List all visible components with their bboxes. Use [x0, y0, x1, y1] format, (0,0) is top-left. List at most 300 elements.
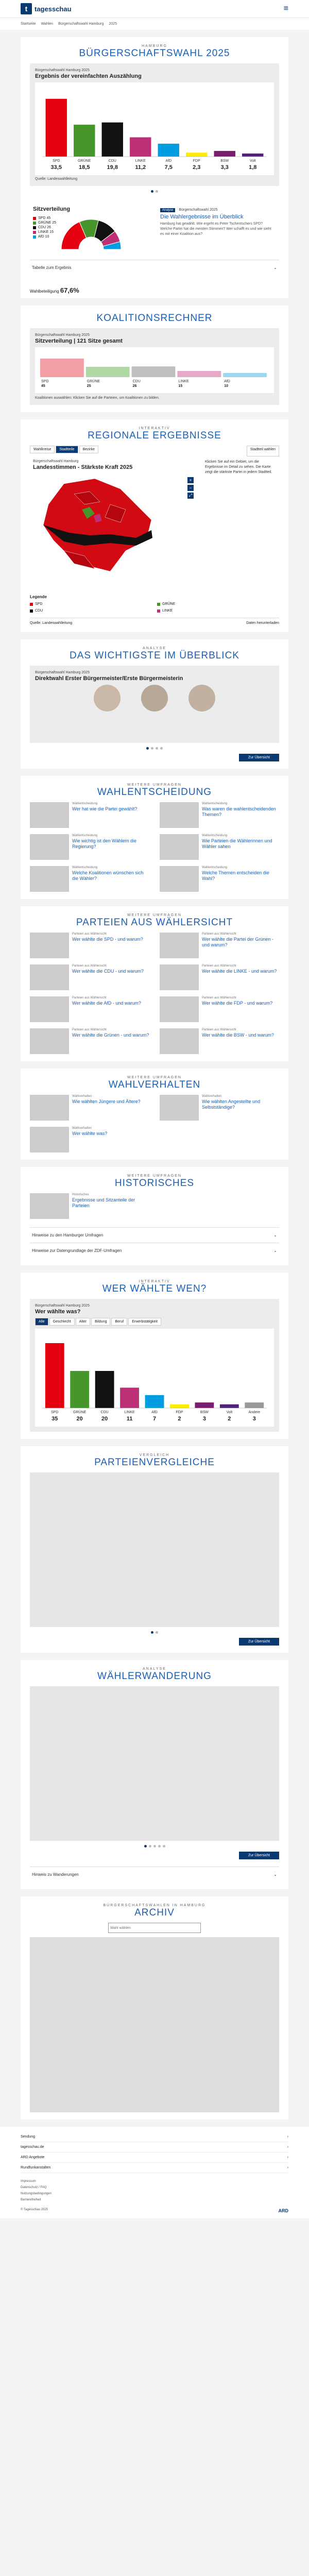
legend-item — [30, 602, 152, 606]
teaser-image — [30, 802, 69, 828]
result-card — [30, 63, 279, 186]
info-kicker: Bürgerschaftswahl 2025 — [179, 208, 218, 212]
parties-grid — [30, 933, 279, 1054]
legend-swatch — [33, 222, 36, 225]
data-label: 33,5 — [50, 164, 62, 171]
data-label: 7,5 — [164, 164, 173, 171]
legend-swatch — [33, 217, 36, 220]
teaser-kicker: Wahlentscheidung — [202, 802, 228, 805]
teaser-image — [30, 866, 69, 892]
teaser-kicker: Parteien aus Wählersicht — [72, 964, 107, 968]
teaser-image — [160, 802, 199, 828]
overview-section — [21, 639, 288, 769]
teaser[interactable] — [160, 1028, 279, 1054]
footer-row-label: Sendung — [21, 2135, 36, 2139]
section-kicker: INTERAKTIV — [139, 1280, 170, 1283]
tick-label: LINKE — [135, 159, 146, 163]
coalition-section — [21, 306, 288, 412]
coalition-bar[interactable] — [40, 359, 84, 377]
coalition-bar[interactable] — [132, 366, 176, 377]
teaser-kicker: Wahlverhalten — [72, 1127, 92, 1130]
hamburg-map[interactable] — [33, 473, 162, 577]
legend-swatch — [30, 603, 33, 606]
logo-text: tagesschau — [35, 5, 72, 13]
teaser-image — [160, 996, 199, 1022]
download-link[interactable]: Daten herunterladen — [246, 621, 279, 625]
data-label: 20 — [76, 1416, 83, 1422]
teaser-title[interactable]: Wer wählte die BSW - und warum? — [202, 1032, 274, 1038]
teaser[interactable] — [160, 802, 279, 828]
map-legend — [30, 601, 279, 614]
legend-item — [30, 609, 152, 613]
bar — [220, 1404, 239, 1408]
notes-accordion[interactable] — [30, 1227, 279, 1243]
data-label: 35 — [52, 1416, 58, 1422]
zoom-out-icon[interactable]: − — [187, 485, 194, 491]
result-section — [21, 37, 288, 282]
chevron-down-icon: ⌄ — [273, 1233, 277, 1238]
who-voted-card — [30, 1299, 279, 1432]
candidate-photo — [94, 685, 121, 711]
footer-row-label: Rundfunkanstalten — [21, 2166, 51, 2170]
turnout-value: 67,6% — [60, 286, 79, 294]
legend-swatch — [33, 231, 36, 234]
section-title: HISTORISCHES — [114, 1178, 195, 1189]
bar — [186, 152, 207, 157]
tick-label: Andere — [248, 1411, 261, 1414]
carousel-dots[interactable] — [30, 743, 279, 754]
coalition-bar[interactable] — [177, 371, 221, 377]
turnout-row — [21, 282, 288, 298]
carousel-dot[interactable] — [156, 1631, 158, 1634]
teaser-title[interactable]: Welche Themen entscheiden die Wahl? — [202, 870, 269, 882]
teaser-image — [30, 933, 69, 958]
result-bar-chart — [35, 82, 274, 175]
data-label: 3 — [202, 1416, 206, 1422]
coalition-bar[interactable] — [86, 367, 130, 377]
teaser-image — [160, 964, 199, 990]
teaser[interactable] — [30, 933, 149, 958]
legend-item — [33, 235, 56, 239]
legend-item — [157, 602, 279, 606]
chevron-right-icon: › — [287, 2156, 288, 2159]
section-title: BÜRGERSCHAFTSWAHL 2025 — [79, 48, 230, 59]
coalition-label: GRÜNE — [87, 380, 100, 383]
top-bar — [0, 0, 309, 18]
legend-swatch — [33, 226, 36, 229]
archive-select[interactable] — [108, 1923, 201, 1933]
card-title: Sitzverteilung | 121 Sitze gesamt — [35, 338, 123, 344]
coalition-seats: 15 — [178, 384, 183, 387]
teaser-image — [160, 834, 199, 860]
coalition-seats: 10 — [224, 384, 228, 387]
carousel-dot[interactable] — [156, 747, 158, 750]
teaser[interactable] — [160, 834, 279, 860]
teaser-kicker: Wahlentscheidung — [202, 866, 228, 869]
breadcrumb-item[interactable]: Wahlen — [41, 22, 54, 26]
teaser-title[interactable]: Welche Koalitionen wünschen sich die Wähler? — [72, 870, 144, 882]
footer-row-label: tagesschau.de — [21, 2145, 44, 2149]
teaser[interactable] — [30, 964, 149, 990]
migration-placeholder — [30, 1686, 279, 1841]
footer-row[interactable] — [21, 2132, 288, 2142]
card-subtitle: Bürgerschaftswahl Hamburg 2025 — [35, 1304, 90, 1308]
data-label: 20 — [101, 1416, 108, 1422]
logo-mark: t — [21, 3, 32, 14]
bar — [195, 1402, 214, 1408]
seat-parliament-chart — [60, 215, 122, 251]
data-label: 11 — [126, 1416, 133, 1422]
teaser[interactable] — [160, 996, 279, 1022]
candidate-photo — [141, 685, 168, 711]
section-title: ARCHIV — [134, 1907, 175, 1918]
result-chart-svg — [35, 82, 274, 175]
overview-button[interactable]: Zur Übersicht — [239, 754, 279, 761]
teaser-kicker: Parteien aus Wählersicht — [72, 933, 107, 936]
candidate-photo — [188, 685, 215, 711]
teaser[interactable] — [30, 1028, 149, 1054]
card-subtitle: Bürgerschaftswahl Hamburg 2025 — [35, 333, 90, 337]
teaser-title[interactable]: Wie wählten Angestellte und Selbstständige? — [202, 1099, 261, 1110]
info-teaser[interactable] — [156, 202, 279, 255]
tick-label: FDP — [193, 159, 200, 163]
bar — [120, 1387, 139, 1408]
carousel-dot[interactable] — [156, 190, 158, 193]
footer-links — [21, 2178, 288, 2203]
copyright: © Tagesschau 2025 — [21, 2208, 48, 2211]
decision-grid — [30, 802, 279, 892]
bar — [70, 1371, 89, 1408]
behavior-section — [21, 1069, 288, 1160]
data-label: 7 — [152, 1416, 157, 1422]
tick-label: CDU — [100, 1411, 109, 1414]
teaser-image — [30, 1127, 69, 1153]
teaser-image — [160, 933, 199, 958]
parties-section — [21, 906, 288, 1061]
turnout-label: Wahlbeteiligung — [30, 289, 59, 294]
footer-link[interactable]: Datenschutz / FAQ — [21, 2186, 47, 2189]
tab-geschlecht[interactable]: Geschlecht — [49, 1318, 75, 1326]
legend-label: SPD 45 — [38, 216, 51, 220]
coalition-chart[interactable] — [35, 347, 274, 393]
bar — [130, 137, 151, 157]
teaser-kicker: Parteien aus Wählersicht — [202, 996, 236, 999]
teaser-kicker: Wahlentscheidung — [202, 834, 228, 837]
tab-wahlkreise[interactable]: Wahlkreise — [30, 446, 55, 453]
data-label: 2,3 — [193, 164, 201, 171]
map-footer — [30, 618, 279, 625]
history-teaser[interactable] — [30, 1193, 153, 1219]
section-kicker: WEITERE UMFRAGEN — [127, 783, 182, 787]
legend-label: CDU 26 — [38, 226, 51, 229]
legend-label: AfD 10 — [38, 235, 49, 239]
tick-label: FDP — [176, 1411, 183, 1414]
bar — [102, 123, 123, 157]
legend-swatch — [157, 603, 160, 606]
coalition-bar[interactable] — [223, 373, 267, 377]
comparison-placeholder — [30, 1472, 279, 1627]
legend-item — [33, 216, 56, 220]
region-select[interactable]: Stadtteil wählen — [247, 446, 279, 456]
bar — [95, 1371, 114, 1408]
teaser-title[interactable]: Wer wählte was? — [72, 1131, 108, 1136]
tab-alter[interactable]: Alter — [76, 1318, 90, 1326]
info-title[interactable]: Die Wahlergebnisse im Überblick — [160, 214, 244, 220]
coalition-chart-svg[interactable] — [39, 351, 268, 387]
section-title: WÄHLERWANDERUNG — [97, 1671, 212, 1682]
tick-label: GRÜNE — [73, 1411, 87, 1414]
section-kicker: INTERAKTIV — [139, 427, 170, 430]
section-title: DAS WICHTIGSTE IM ÜBERBLICK — [70, 650, 239, 661]
teaser-kicker: Parteien aus Wählersicht — [72, 996, 107, 999]
footer-row[interactable] — [21, 2163, 288, 2173]
site-logo[interactable] — [21, 3, 72, 14]
bar — [45, 1343, 64, 1408]
legend-swatch — [30, 609, 33, 613]
fullscreen-icon[interactable]: ⤢ — [187, 493, 194, 499]
menu-icon[interactable]: ≡ — [283, 4, 288, 13]
teaser-title[interactable]: Was waren die wahlentscheidenden Themen? — [202, 806, 276, 818]
legend-swatch — [157, 609, 160, 613]
info-badge: Analyse — [160, 208, 175, 212]
teaser-image — [160, 866, 199, 892]
footer-link[interactable]: Impressum — [21, 2180, 36, 2183]
teaser-kicker: Wahlentscheidung — [72, 834, 98, 837]
candidate-photos — [35, 685, 274, 711]
teaser-title[interactable]: Wer wählte die LINKE - und warum? — [202, 969, 277, 974]
bar — [145, 1395, 164, 1408]
card-title: Wer wählte was? — [35, 1309, 81, 1315]
accordion-label: Hinweise zu den Hamburger Umfragen — [32, 1233, 104, 1238]
carousel-dots[interactable] — [30, 186, 279, 197]
teaser-title[interactable]: Wer hat wie die Partei gewählt? — [72, 806, 138, 811]
card-subtitle: Bürgerschaftswahl Hamburg 2025 — [35, 69, 90, 72]
footer-row-label: ARD Angebote — [21, 2156, 45, 2159]
chevron-down-icon: ⌄ — [273, 1872, 277, 1877]
teaser[interactable] — [160, 964, 279, 990]
ard-logo[interactable]: ARD — [278, 2208, 288, 2213]
tick-label: BSW — [220, 159, 229, 163]
carousel-dot[interactable] — [144, 1845, 147, 1848]
teaser-title[interactable]: Wie Parteien die Wählerinnen und Wähler sahen — [202, 838, 272, 850]
candidate-card — [30, 666, 279, 743]
teaser[interactable] — [30, 802, 149, 828]
who-voted-tabs — [35, 1318, 274, 1326]
footer-row[interactable] — [21, 2153, 288, 2163]
bar — [46, 99, 67, 157]
teaser-title[interactable]: Wer wählte die Partei der Grünen - und warum? — [202, 937, 273, 948]
carousel-dot[interactable] — [153, 1845, 156, 1848]
teaser[interactable] — [30, 996, 149, 1022]
map-subtitle: Bürgerschaftswahl Hamburg — [33, 460, 79, 463]
teaser-image — [30, 834, 69, 860]
teaser-title[interactable]: Wer wählte die SPD - und warum? — [72, 937, 143, 942]
accordion-label: Tabelle zum Ergebnis — [32, 265, 72, 270]
teaser-title[interactable]: Wer wählte die AfD - und warum? — [72, 1001, 141, 1006]
teaser[interactable] — [30, 1095, 149, 1121]
info-text: Hamburg hat gewählt. Wie ergeht es Peter Tschentschers SPD? Welche Partei hat die meisten Stimmen? Wer schafft es und wie sieht es mit einer Koalition aus? — [160, 222, 271, 236]
map-wrap — [30, 456, 279, 590]
coalition-label: SPD — [41, 380, 49, 383]
legend-label: GRÜNE — [162, 602, 176, 606]
coalition-card — [30, 328, 279, 405]
teaser-title[interactable]: Wer wählte die Grünen - und warum? — [72, 1032, 149, 1038]
teaser-title[interactable]: Wie wählten Jüngere und Ältere? — [72, 1099, 141, 1104]
migration-section — [21, 1660, 288, 1889]
footer-rows — [21, 2132, 288, 2173]
tab-beruf[interactable]: Beruf — [111, 1318, 127, 1326]
teaser-title[interactable]: Wer wählte die FDP - und warum? — [202, 1001, 273, 1006]
breadcrumb-item[interactable]: Bürgerschaftswahl Hamburg — [58, 22, 104, 26]
migration-accordion[interactable] — [30, 1867, 279, 1882]
map-source: Quelle: Landeswahlleitung — [30, 621, 73, 625]
coalition-label: LINKE — [178, 380, 189, 383]
data-label: 2 — [178, 1416, 181, 1422]
tick-label: AfD — [165, 159, 172, 163]
tab-alle[interactable]: Alle — [35, 1318, 48, 1326]
teaser[interactable] — [160, 866, 279, 892]
carousel-dot[interactable] — [160, 747, 163, 750]
data-label: 11,2 — [135, 164, 146, 171]
legend-item — [33, 230, 56, 234]
carousel-dot[interactable] — [158, 1845, 161, 1848]
seat-title: Sitzverteilung — [33, 206, 71, 212]
section-kicker: HAMBURG — [142, 44, 167, 48]
carousel-dot[interactable] — [149, 1845, 151, 1848]
teaser-title[interactable]: Ergebnisse und Sitzanteile der Parteien — [72, 1197, 135, 1209]
section-kicker: ANALYSE — [143, 647, 166, 650]
card-title: Direktwahl Erster Bürgermeister/Erste Bürgermeisterin — [35, 675, 183, 682]
card-title: Ergebnis der vereinfachten Auszählung — [35, 73, 142, 79]
carousel-dots[interactable] — [30, 1627, 279, 1638]
history-section — [21, 1167, 288, 1265]
coalition-label: CDU — [132, 380, 141, 383]
tick-label: BSW — [200, 1411, 209, 1414]
carousel-dot[interactable] — [151, 747, 153, 750]
carousel-dot[interactable] — [163, 1845, 165, 1848]
legend-title: Legende — [30, 595, 47, 599]
coalition-seats: 26 — [132, 384, 137, 387]
tab-bezirke[interactable]: Bezirke — [79, 446, 98, 453]
teaser-image — [30, 964, 69, 990]
teaser-title[interactable]: Wer wählte die CDU - und warum? — [72, 969, 144, 974]
teaser-image — [160, 1095, 199, 1121]
teaser-kicker: Parteien aus Wählersicht — [202, 1028, 236, 1031]
comparison-button[interactable]: Zur Übersicht — [239, 1638, 279, 1646]
teaser-kicker: Parteien aus Wählersicht — [202, 933, 236, 936]
archive-placeholder — [30, 1937, 279, 2112]
footer-bottom — [21, 2208, 288, 2213]
seat-legend — [33, 215, 56, 251]
footer-link[interactable]: Barrierefreiheit — [21, 2198, 41, 2201]
legend-swatch — [33, 235, 36, 239]
carousel-dots[interactable] — [30, 1841, 279, 1852]
teaser-title[interactable]: Wie wichtig ist den Wählern die Regierung? — [72, 838, 137, 850]
section-kicker: WEITERE UMFRAGEN — [127, 913, 182, 917]
section-kicker: ANALYSE — [143, 1667, 166, 1671]
section-kicker: WEITERE UMFRAGEN — [127, 1174, 182, 1178]
section-title: PARTEIENVERGLEICHE — [94, 1457, 215, 1468]
coalition-label: AfD — [224, 380, 230, 383]
section-title: WAHLVERHALTEN — [108, 1079, 201, 1090]
decision-section — [21, 776, 288, 899]
notes-accordion[interactable] — [30, 1243, 279, 1258]
carousel-dot[interactable] — [151, 190, 153, 193]
teaser-image — [30, 1193, 69, 1219]
result-accordion[interactable] — [30, 260, 279, 275]
data-label: 19,8 — [107, 164, 118, 171]
footer — [0, 2127, 309, 2218]
chevron-right-icon: › — [287, 2145, 288, 2149]
teaser[interactable] — [160, 933, 279, 958]
bar — [74, 125, 95, 157]
section-kicker: WEITERE UMFRAGEN — [127, 1076, 182, 1079]
legend-item — [33, 226, 56, 229]
section-kicker: VERGLEICH — [139, 1453, 170, 1457]
teaser-image — [30, 996, 69, 1022]
teaser[interactable] — [30, 834, 149, 860]
tick-label: GRÜNE — [78, 159, 91, 163]
bar — [214, 151, 235, 157]
legend-label: GRÜNE 25 — [38, 221, 57, 225]
teaser-kicker: Wahlverhalten — [202, 1095, 222, 1098]
legend-label: LINKE 15 — [38, 230, 54, 234]
data-label: 3 — [252, 1416, 256, 1422]
footer-row[interactable] — [21, 2142, 288, 2153]
section-title: PARTEIEN AUS WÄHLERSICHT — [76, 917, 233, 928]
regional-section — [21, 419, 288, 632]
behavior-grid — [30, 1095, 279, 1153]
section-title: WAHLENTSCHEIDUNG — [97, 787, 212, 798]
seat-row — [30, 202, 279, 255]
bar — [242, 154, 263, 157]
teaser-image — [30, 1028, 69, 1054]
tab-bildung[interactable]: Bildung — [91, 1318, 110, 1326]
seat-card — [30, 202, 151, 255]
breadcrumb-item[interactable]: Startseite — [21, 22, 36, 26]
who-voted-section — [21, 1273, 288, 1439]
tab-stadtteile[interactable]: Stadtteile — [56, 446, 78, 453]
zoom-in-icon[interactable]: + — [187, 477, 194, 483]
data-label: 2 — [228, 1416, 231, 1422]
map-box[interactable] — [30, 456, 198, 590]
chevron-right-icon: › — [287, 2166, 288, 2170]
region-tabs — [30, 446, 98, 453]
teaser-kicker: Wahlentscheidung — [72, 866, 98, 869]
teaser[interactable] — [30, 1127, 149, 1153]
carousel-dot[interactable] — [146, 747, 149, 750]
footer-link[interactable]: Nutzungsbedingungen — [21, 2192, 52, 2195]
tab-erwerbstätigkeit[interactable]: Erwerbstätigkeit — [128, 1318, 161, 1326]
source-note: Quelle: Landeswahlleitung — [35, 177, 78, 181]
teaser[interactable] — [30, 866, 149, 892]
section-kicker: BÜRGERSCHAFTSWAHLEN IN HAMBURG — [103, 1904, 206, 1907]
migration-button[interactable]: Zur Übersicht — [239, 1852, 279, 1859]
bar — [158, 144, 179, 157]
card-subtitle: Bürgerschaftswahl Hamburg 2025 — [35, 671, 90, 674]
accordion-label: Hinweise zur Datengrundlage der ZDF-Umfragen — [32, 1248, 122, 1253]
teaser[interactable] — [160, 1095, 279, 1121]
legend-item — [157, 609, 279, 613]
teaser-kicker: Parteien aus Wählersicht — [72, 1028, 107, 1031]
carousel-dot[interactable] — [151, 1631, 153, 1634]
chevron-down-icon: ⌄ — [273, 265, 277, 270]
teaser-kicker: Parteien aus Wählersicht — [202, 964, 236, 968]
tick-label: SPD — [51, 1411, 59, 1414]
coalition-note: Koalitionen auswählen: Klicken Sie auf die Parteien, um Koalitionen zu bilden. — [35, 396, 160, 400]
comparison-section — [21, 1446, 288, 1653]
tick-label: SPD — [53, 159, 60, 163]
